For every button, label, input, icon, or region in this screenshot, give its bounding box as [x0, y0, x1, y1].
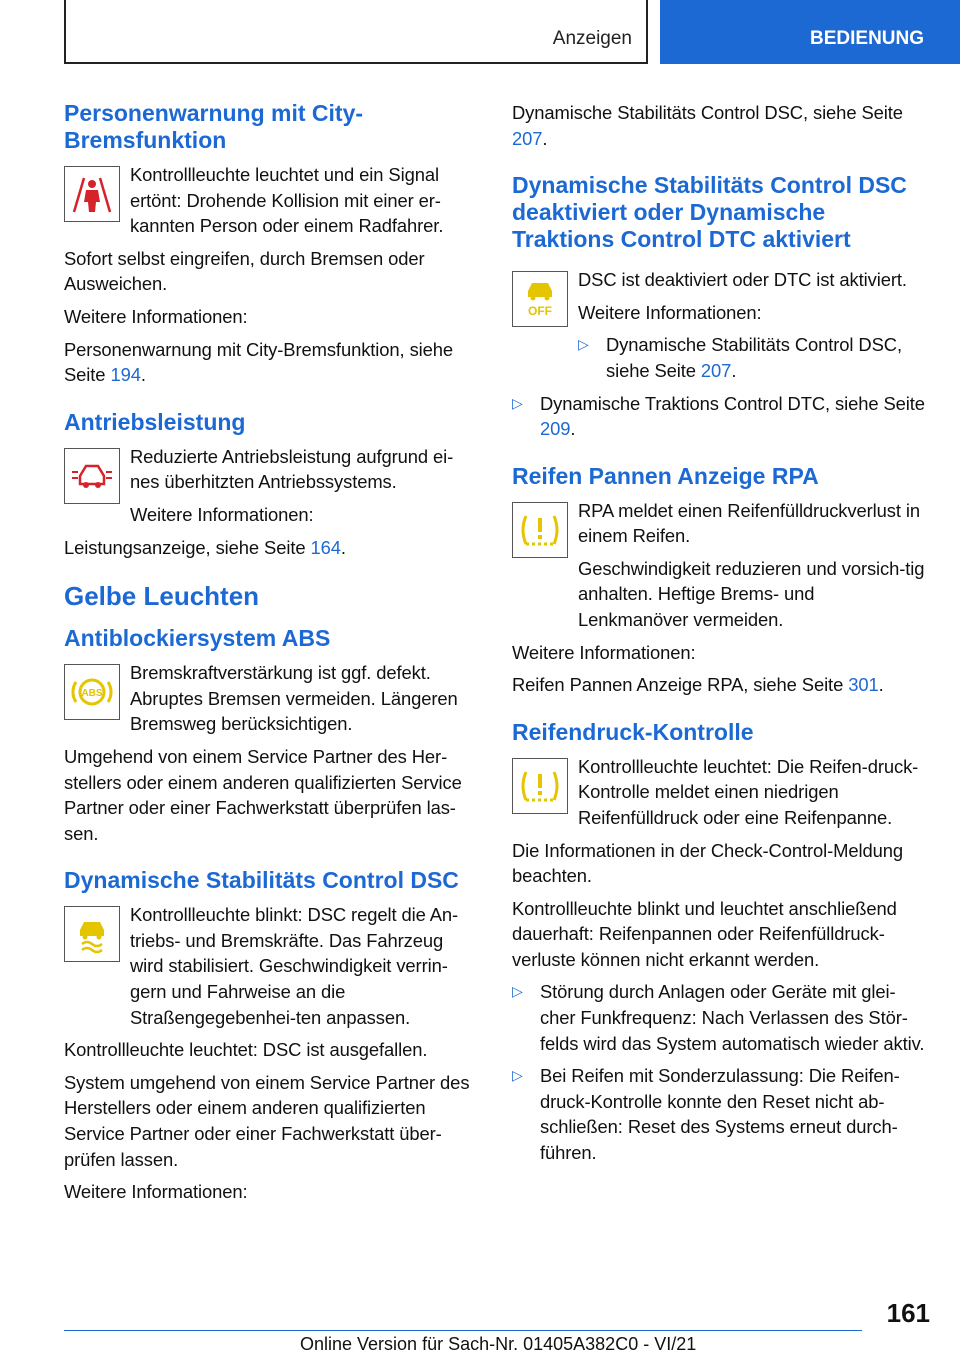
- warning-light-row: [64, 162, 480, 246]
- list-item: ▷ Dynamische Traktions Control DTC, siehe Seite 209.: [512, 391, 928, 442]
- paragraph-with-ref: Reifen Pannen Anzeige RPA, siehe Seite 301.: [512, 674, 884, 696]
- paragraph: Kontrollleuchte blinkt und leuchtet anschließend dauerhaft: Reifenpannen oder Reifenfülldruck-verluste können nicht erkannt werden.: [512, 897, 897, 970]
- header-section-title: Anzeigen: [552, 28, 632, 49]
- page-reference-link[interactable]: 164: [310, 536, 341, 558]
- warning-light-row: [512, 754, 928, 838]
- pedestrian-warning-icon: [64, 166, 120, 222]
- svg-text:OFF: OFF: [528, 304, 552, 319]
- paragraph: Weitere Informationen:: [64, 1181, 248, 1203]
- paragraph-with-ref: Personenwarnung mit City-Bremsfunktion, siehe Seite 194.: [64, 338, 454, 386]
- page-reference-link[interactable]: 301: [848, 674, 879, 696]
- header-chapter-tab[interactable]: [660, 0, 960, 64]
- paragraph: Weitere Informationen:: [64, 305, 248, 327]
- footer-divider: [64, 1330, 862, 1331]
- section-title-reifendruck: Reifendruck-Kontrolle: [512, 718, 754, 745]
- warning-light-row: [512, 267, 928, 390]
- warning-description: Kontrollleuchte leuchtet: Die Reifen-druck-Kontrolle meldet einen niedrigen Reifenfülldruck oder eine Reifenpanne.: [578, 755, 919, 828]
- bullet-triangle-icon: ▷: [512, 1067, 523, 1084]
- paragraph: Weitere Informationen:: [578, 301, 762, 323]
- paragraph: System umgehend von einem Service Partner des Herstellers oder einem anderen qualifizierten Service Partner oder einer Fachwerkstatt über-prüfen lassen.: [64, 1071, 470, 1170]
- warning-description: Kontrollleuchte leuchtet und ein Signal ertönt: Drohende Kollision mit einer er-kannten Person oder einem Radfahrer.: [130, 164, 444, 237]
- dsc-icon: [64, 906, 120, 962]
- paragraph: Kontrollleuchte leuchtet: DSC ist ausgefallen.: [64, 1039, 428, 1061]
- section-title-rpa: Reifen Pannen Anzeige RPA: [512, 462, 819, 489]
- paragraph: Weitere Informationen:: [130, 503, 314, 525]
- drivetrain-warning-icon: [64, 448, 120, 504]
- tire-pressure-icon: [512, 502, 568, 558]
- warning-description: Reduzierte Antriebsleistung aufgrund ei-nes überhitzten Antriebssystems.: [130, 445, 454, 493]
- paragraph-with-ref: Dynamische Stabilitäts Control DSC, siehe Seite 207.: [512, 102, 903, 149]
- right-column: [512, 100, 928, 1173]
- paragraph: Weitere Informationen:: [512, 641, 696, 663]
- warning-description: Bremskraftverstärkung ist ggf. defekt. Abruptes Bremsen vermeiden. Längeren Bremsweg berücksichtigen.: [130, 662, 458, 735]
- warning-description: RPA meldet einen Reifenfülldruckverlust in einem Reifen.: [578, 499, 920, 547]
- chapter-title-gelbe-leuchten: Gelbe Leuchten: [64, 581, 260, 612]
- footer-version-text: Online Version für Sach-Nr. 01405A382C0 - VI/21: [300, 1334, 697, 1354]
- page-reference-link[interactable]: 207: [512, 127, 543, 149]
- warning-light-row: [64, 444, 480, 535]
- list-item-text: Bei Reifen mit Sonderzulassung: Die Reifen-druck-Kontrolle konnte den Reset nicht ab-schließen: Reset des Systems erneut durch-führen.: [540, 1065, 900, 1164]
- list-item: ▷ Dynamische Stabilitäts Control DSC, siehe Seite 207.: [578, 332, 928, 383]
- warning-description: Kontrollleuchte blinkt: DSC regelt die An-triebs- und Bremskräfte. Das Fahrzeug wird stabilisiert. Geschwindigkeit verrin-gern und Fahrweise an die Straßengegebenhei-ten anpassen.: [130, 904, 459, 1028]
- section-title-dsc-deaktiviert: Dynamische Stabilitäts Control DSC deaktiviert oder Dynamische Traktions Control DTC aktiviert: [512, 172, 907, 253]
- abs-icon: [64, 664, 120, 720]
- paragraph: Sofort selbst eingreifen, durch Bremsen oder Ausweichen.: [64, 247, 425, 295]
- warning-description: DSC ist deaktiviert oder DTC ist aktiviert.: [578, 269, 907, 291]
- list-item-text: Dynamische Traktions Control DTC, siehe Seite: [540, 392, 925, 414]
- bullet-triangle-icon: ▷: [512, 394, 523, 411]
- bullet-triangle-icon: ▷: [512, 983, 523, 1000]
- svg-text:ABS: ABS: [81, 688, 103, 700]
- list-item: [512, 979, 928, 1056]
- tire-pressure-icon: [512, 758, 568, 814]
- section-title-antriebsleistung: Antriebsleistung: [64, 408, 246, 435]
- list-item-text: Störung durch Anlagen oder Geräte mit glei-cher Funkfrequenz: Nach Verlassen des Stör-felds wird das System automatisch wieder aktiv.: [540, 981, 925, 1054]
- page-reference-link[interactable]: 194: [110, 364, 141, 386]
- dsc-off-icon: [512, 271, 568, 327]
- paragraph: Umgehend von einem Service Partner des Her-stellers oder einem anderen qualifizierten Service Partner oder einer Fachwerkstatt überprüfen las-sen.: [64, 745, 462, 844]
- section-title-dsc: Dynamische Stabilitäts Control DSC: [64, 867, 459, 894]
- warning-light-row: [512, 498, 928, 558]
- bullet-triangle-icon: ▷: [578, 336, 589, 353]
- page-reference-link[interactable]: 209: [540, 418, 571, 440]
- section-title-abs: Antiblockiersystem ABS: [64, 625, 331, 652]
- paragraph: Die Informationen in der Check-Control-Meldung beachten.: [512, 839, 903, 887]
- header-chapter-label: BEDIENUNG: [810, 28, 925, 49]
- paragraph-with-ref: Leistungsanzeige, siehe Seite 164.: [64, 536, 346, 558]
- paragraph: Geschwindigkeit reduzieren und vorsich-tig anhalten. Heftige Brems- und Lenkmanöver vermeiden.: [578, 557, 925, 630]
- paragraph-text: Personenwarnung mit City-Bremsfunktion, siehe Seite: [64, 338, 454, 386]
- paragraph-text: Reifen Pannen Anzeige RPA, siehe Seite: [512, 674, 844, 696]
- section-title-personenwarnung: Personenwarnung mit City-Bremsfunktion: [64, 100, 364, 153]
- paragraph-text: Dynamische Stabilitäts Control DSC, siehe Seite: [512, 102, 903, 123]
- left-column: [64, 100, 480, 1212]
- page-reference-link[interactable]: 207: [700, 359, 732, 381]
- warning-light-row: [64, 660, 480, 744]
- warning-light-row: [64, 902, 480, 1037]
- page-number: 161: [886, 1298, 930, 1328]
- header-frame: [64, 0, 648, 64]
- list-item: [512, 1063, 928, 1165]
- paragraph-text: Leistungsanzeige, siehe Seite: [64, 536, 306, 558]
- list-item-text: Dynamische Stabilitäts Control DSC, siehe Seite: [606, 334, 902, 381]
